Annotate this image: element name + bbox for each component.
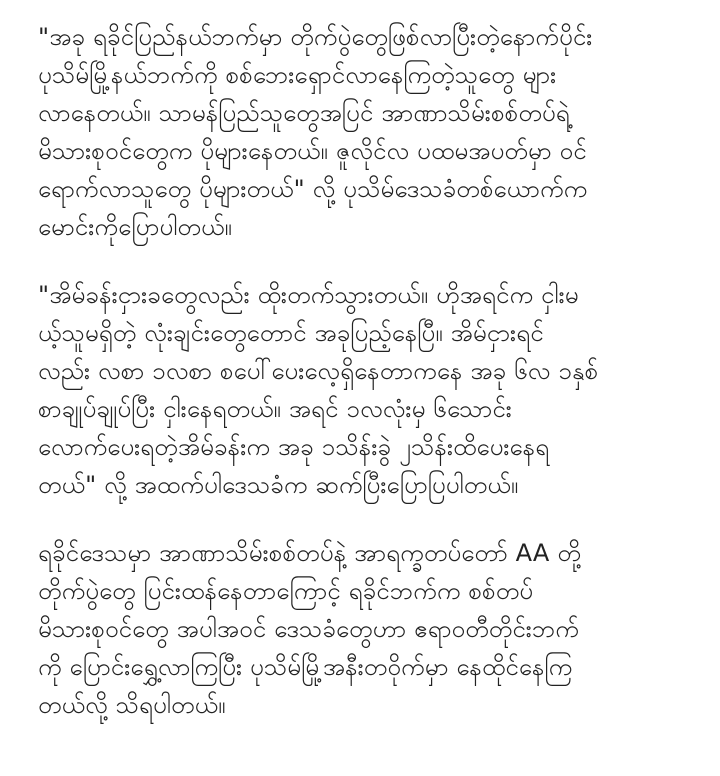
text-line: မိသားစုဝင်တွေက ပိုများနေတယ်။ ဇူလိုင်လ ပထမအပတ်မှာ ဝင် <box>38 137 587 165</box>
text-line: ရခိုင်ဒေသမှာ အာဏာသိမ်းစစ်တပ်နဲ့ အာရက္ခတပ်တော် AA တို့ <box>38 539 581 567</box>
paragraph-1 <box>38 18 690 246</box>
text-line: ရောက်လာသူတွေ ပိုများတယ်" လို့ ပုသိမ်ဒေသခံတစ်ယောက်က <box>38 175 588 203</box>
text-line: စာချုပ်ချုပ်ပြီး ငှါးနေရတယ်။ အရင် ၁လလုံးမှ ၆သောင်း <box>38 395 512 423</box>
text-line: "အခု ရခိုင်ပြည်နယ်ဘက်မှာ တိုက်ပွဲတွေဖြစ်လာပြီးတဲ့နောက်ပိုင်း <box>38 23 593 51</box>
text-line: ပုသိမ်မြို့နယ်ဘက်ကို စစ်ဘေးရှောင်လာနေကြတဲ့သူတွေ များ <box>38 61 557 89</box>
text-line: လာနေတယ်။ သာမန်ပြည်သူတွေအပြင် အာဏာသိမ်းစစ်တပ်ရဲ့ <box>38 99 570 127</box>
text-line: လောက်ပေးရတဲ့အိမ်ခန်းက အခု ၁သိန်းခွဲ ၂သိန်းထိပေးနေရ <box>38 433 550 461</box>
paragraph-3 <box>38 534 690 724</box>
text-line: တိုက်ပွဲတွေ ပြင်းထန်နေတာကြောင့် ရခိုင်ဘက်က စစ်တပ် <box>38 577 534 605</box>
text-line: တယ်" လို့ အထက်ပါဒေသခံက ဆက်ပြီးပြောပြပါတယ်။ <box>38 471 519 499</box>
text-line: လည်း လစာ ၁လစာ စပေါ်ပေးလေ့ရှိနေတာကနေ အခု ၆လ ၁နှစ် <box>38 357 599 385</box>
paragraph-2 <box>38 276 690 504</box>
text-line: တယ်လို့ သိရပါတယ်။ <box>38 691 226 719</box>
text-line: ကို ပြောင်းရွှေ့လာကြပြီး ပုသိမ်မြို့အနီးတဝိုက်မှာ နေထိုင်နေကြ <box>38 653 573 681</box>
text-line: "အိမ်ခန်းငှားခတွေလည်း ထိုးတက်သွားတယ်။ ဟိုအရင်က ငှါးမ <box>38 281 579 309</box>
text-line: ယ့်သူမရှိတဲ့ လုံးချင်းတွေတောင် အခုပြည့်နေပြီ။ အိမ်ငှားရင် <box>38 319 544 347</box>
text-line: မိသားစုဝင်တွေ အပါအဝင် ဒေသခံတွေဟာ ဧရာဝတီတိုင်းဘက် <box>38 615 579 643</box>
text-line: မောင်းကိုပြောပါတယ်။ <box>38 213 232 241</box>
